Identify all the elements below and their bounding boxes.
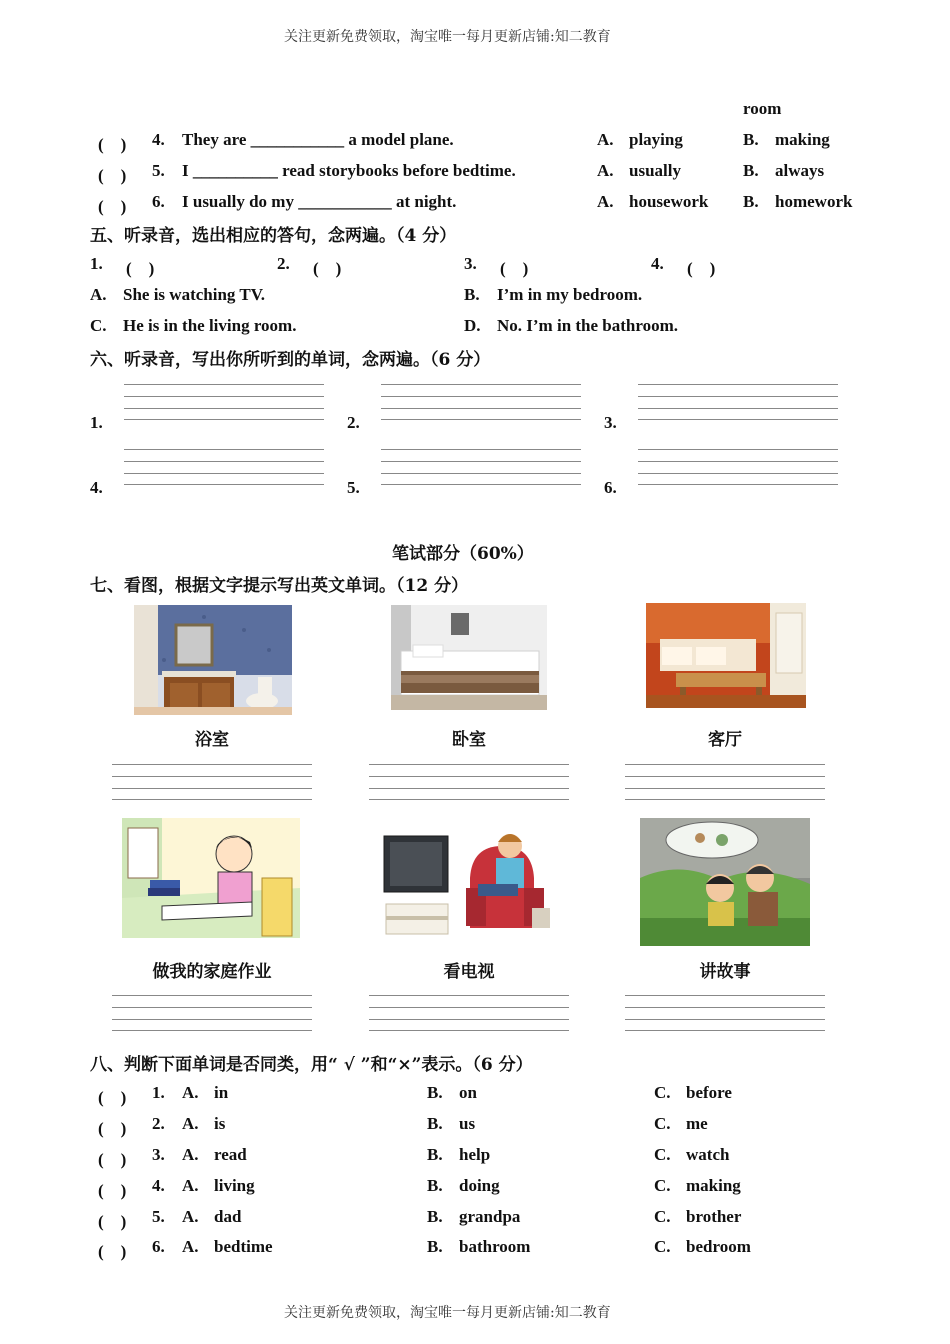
answer-blank[interactable]: ( ) <box>98 135 127 154</box>
question-number: 6. <box>152 192 165 211</box>
word-b-letter: B. <box>427 1176 443 1195</box>
option-a-letter: A. <box>597 130 614 149</box>
write-item-number: 6. <box>604 478 617 497</box>
page-footer: 关注更新免费领取，淘宝唯一每月更新店铺:知二教育 <box>284 1305 611 1321</box>
word-b: bathroom <box>459 1237 531 1256</box>
caption-watch-tv: 看电视 <box>443 962 495 982</box>
listen-item-number: 3. <box>464 254 477 273</box>
answer-blank[interactable]: ( ) <box>98 1150 127 1169</box>
caption-living-room: 客厅 <box>708 730 742 750</box>
caption-bathroom: 浴室 <box>195 730 229 750</box>
answer-blank[interactable]: ( ) <box>98 1242 127 1261</box>
word-c: me <box>686 1114 708 1133</box>
writing-lines[interactable] <box>381 384 581 420</box>
listen-answer-blank[interactable]: ( ) <box>687 259 716 278</box>
answer-option-text: He is in the living room. <box>123 316 297 335</box>
caption-do-homework: 做我的家庭作业 <box>152 962 272 982</box>
caption-tell-stories: 讲故事 <box>699 962 751 982</box>
write-item-number: 2. <box>347 413 360 432</box>
answer-blank[interactable]: ( ) <box>98 1119 127 1138</box>
answer-option-letter: B. <box>464 285 480 304</box>
option-a-text: housework <box>629 192 709 211</box>
word-a: bedtime <box>214 1237 273 1256</box>
word-b: on <box>459 1083 477 1102</box>
write-item-number: 1. <box>90 413 103 432</box>
answer-blank[interactable]: ( ) <box>98 1212 127 1231</box>
option-b-letter: B. <box>743 130 759 149</box>
question-sentence: They are ___________ a model plane. <box>182 130 454 149</box>
word-a: dad <box>214 1207 242 1226</box>
writing-lines[interactable] <box>638 384 838 420</box>
writing-lines[interactable] <box>112 995 312 1031</box>
writing-lines[interactable] <box>369 995 569 1031</box>
word-b-letter: B. <box>427 1145 443 1164</box>
writing-lines[interactable] <box>638 449 838 485</box>
section-6-title: 六、听录音，写出你所听到的单词，念两遍。（6 分） <box>90 350 491 370</box>
listen-answer-blank[interactable]: ( ) <box>126 259 155 278</box>
option-a-text: playing <box>629 130 683 149</box>
writing-lines[interactable] <box>381 449 581 485</box>
writing-lines[interactable] <box>124 449 324 485</box>
answer-blank[interactable]: ( ) <box>98 1181 127 1200</box>
write-item-number: 4. <box>90 478 103 497</box>
option-a-text: usually <box>629 161 681 180</box>
answer-option-text: I’m in my bedroom. <box>497 285 643 304</box>
written-part-title: 笔试部分（60%） <box>392 544 534 564</box>
word-b: doing <box>459 1176 500 1195</box>
writing-lines[interactable] <box>369 764 569 800</box>
question-sentence: I __________ read storybooks before bedtime. <box>182 161 516 180</box>
write-item-number: 5. <box>347 478 360 497</box>
write-item-number: 3. <box>604 413 617 432</box>
option-b-letter: B. <box>743 192 759 211</box>
word-c: bedroom <box>686 1237 751 1256</box>
word-a-letter: A. <box>182 1207 199 1226</box>
word-c-letter: C. <box>654 1176 671 1195</box>
word-a-letter: A. <box>182 1114 199 1133</box>
listen-answer-blank[interactable]: ( ) <box>313 259 342 278</box>
word-c-letter: C. <box>654 1114 671 1133</box>
word-a-letter: A. <box>182 1176 199 1195</box>
living-room-picture <box>646 603 806 708</box>
word-a-letter: A. <box>182 1145 199 1164</box>
word-b: us <box>459 1114 476 1133</box>
caption-bedroom: 卧室 <box>452 730 486 750</box>
word-b-letter: B. <box>427 1083 443 1102</box>
question-number: 5. <box>152 161 165 180</box>
answer-option-letter: D. <box>464 316 481 335</box>
listen-answer-blank[interactable]: ( ) <box>500 259 529 278</box>
writing-lines[interactable] <box>124 384 324 420</box>
listen-item-number: 1. <box>90 254 103 273</box>
option-b-letter: B. <box>743 161 759 180</box>
watch-tv-picture <box>382 818 554 940</box>
row-number: 5. <box>152 1207 165 1226</box>
option-b-text: homework <box>775 192 853 211</box>
word-a: living <box>214 1176 255 1195</box>
answer-option-text: She is watching TV. <box>123 285 266 304</box>
writing-lines[interactable] <box>112 764 312 800</box>
writing-lines[interactable] <box>625 995 825 1031</box>
word-c: before <box>686 1083 732 1102</box>
option-b-text: always <box>775 161 825 180</box>
homework-picture <box>122 818 300 938</box>
option-a-letter: A. <box>597 192 614 211</box>
tell-stories-picture <box>640 818 810 946</box>
listen-item-number: 4. <box>651 254 664 273</box>
section-8-title: 八、判断下面单词是否同类，用“ √ ”和“×”表示。（6 分） <box>90 1055 533 1075</box>
section-5-title: 五、听录音，选出相应的答句，念两遍。（4 分） <box>90 226 457 246</box>
bedroom-picture <box>391 605 547 710</box>
word-b: grandpa <box>459 1207 521 1226</box>
word-c-letter: C. <box>654 1237 671 1256</box>
row-number: 4. <box>152 1176 165 1195</box>
writing-lines[interactable] <box>625 764 825 800</box>
word-a: is <box>214 1114 226 1133</box>
word-b: help <box>459 1145 491 1164</box>
word-a-letter: A. <box>182 1083 199 1102</box>
word-c: making <box>686 1176 741 1195</box>
question-sentence: I usually do my ___________ at night. <box>182 192 457 211</box>
section-7-title: 七、看图，根据文字提示写出英文单词。（12 分） <box>90 576 469 596</box>
word-c: watch <box>686 1145 730 1164</box>
bathroom-picture <box>134 605 292 715</box>
word-a: read <box>214 1145 247 1164</box>
word-b-letter: B. <box>427 1207 443 1226</box>
answer-option-text: No. I’m in the bathroom. <box>497 316 679 335</box>
row-number: 1. <box>152 1083 165 1102</box>
row-number: 3. <box>152 1145 165 1164</box>
listen-item-number: 2. <box>277 254 290 273</box>
option-a-letter: A. <box>597 161 614 180</box>
row-number: 2. <box>152 1114 165 1133</box>
word-a: in <box>214 1083 229 1102</box>
page-header: 关注更新免费领取，淘宝唯一每月更新店铺:知二教育 <box>284 29 611 45</box>
question-number: 4. <box>152 130 165 149</box>
answer-blank[interactable]: ( ) <box>98 197 127 216</box>
option-carry-over: room <box>743 99 782 118</box>
answer-option-letter: C. <box>90 316 107 335</box>
answer-blank[interactable]: ( ) <box>98 1088 127 1107</box>
word-b-letter: B. <box>427 1237 443 1256</box>
answer-option-letter: A. <box>90 285 107 304</box>
word-a-letter: A. <box>182 1237 199 1256</box>
word-b-letter: B. <box>427 1114 443 1133</box>
option-b-text: making <box>775 130 830 149</box>
word-c-letter: C. <box>654 1145 671 1164</box>
word-c: brother <box>686 1207 742 1226</box>
word-c-letter: C. <box>654 1083 671 1102</box>
answer-blank[interactable]: ( ) <box>98 166 127 185</box>
row-number: 6. <box>152 1237 165 1256</box>
word-c-letter: C. <box>654 1207 671 1226</box>
